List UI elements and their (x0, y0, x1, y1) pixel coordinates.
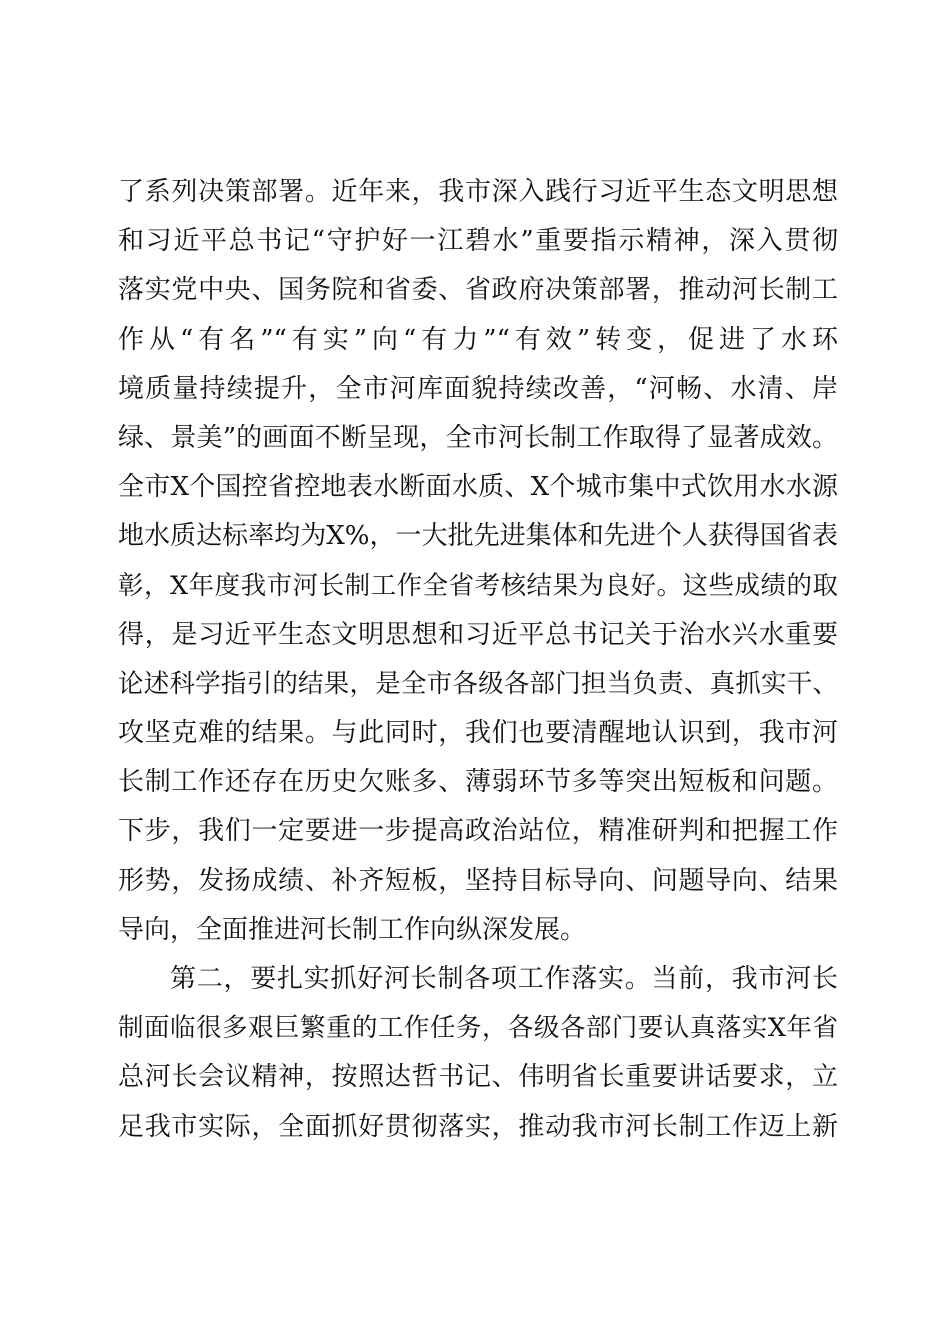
paragraph-start-line: 第二，要扎实抓好河长制各项工作落实。当前，我市河长 (170, 964, 838, 994)
text-line: 境质量持续提升，全市河库面貌持续改善，“河畅、水清、岸 (118, 373, 838, 404)
text-line: 和习近平总书记“守护好一江碧水”重要指示精神，深入贯彻 (118, 226, 838, 257)
text-line: 彰，X年度我市河长制工作全省考核结果为良好。这些成绩的取 (118, 570, 838, 601)
text-line: 论述科学指引的结果，是全市各级各部门担当负责、真抓实干、 (118, 668, 838, 699)
text-line: 总河长会议精神，按照达哲书记、伟明省长重要讲话要求，立 (118, 1062, 838, 1093)
text-line: 长制工作还存在历史欠账多、薄弱环节多等突出短板和问题。 (118, 767, 838, 798)
text-line: 全市X个国控省控地表水断面水质、X个城市集中式饮用水水源 (118, 472, 838, 503)
paragraph-end-line: 导向，全面推进河长制工作向纵深发展。 (118, 914, 587, 945)
text-line: 足我市实际，全面抓好贯彻落实，推动我市河长制工作迈上新 (118, 1111, 838, 1142)
text-line: 形势，发扬成绩、补齐短板，坚持目标导向、问题导向、结果 (118, 865, 838, 896)
text-line: 得，是习近平生态文明思想和习近平总书记关于治水兴水重要 (118, 619, 838, 650)
text-line: 了系列决策部署。近年来，我市深入践行习近平生态文明思想 (118, 177, 838, 207)
document-body (118, 168, 838, 1152)
text-line: 绿、景美”的画面不断呈现，全市河长制工作取得了显著成效。 (118, 422, 838, 453)
text-line: 制面临很多艰巨繁重的工作任务，各级各部门要认真落实X年省 (118, 1013, 838, 1044)
text-line: 下步，我们一定要进一步提高政治站位，精准研判和把握工作 (118, 816, 838, 847)
text-line: 地水质达标率均为X%，一大批先进集体和先进个人获得国省表 (118, 521, 838, 552)
text-line: 攻坚克难的结果。与此同时，我们也要清醒地认识到，我市河 (118, 718, 838, 749)
text-line: 作从“有名”“有实”向“有力”“有效”转变，促进了水环 (118, 324, 838, 355)
text-line: 落实党中央、国务院和省委、省政府决策部署，推动河长制工 (118, 275, 838, 306)
